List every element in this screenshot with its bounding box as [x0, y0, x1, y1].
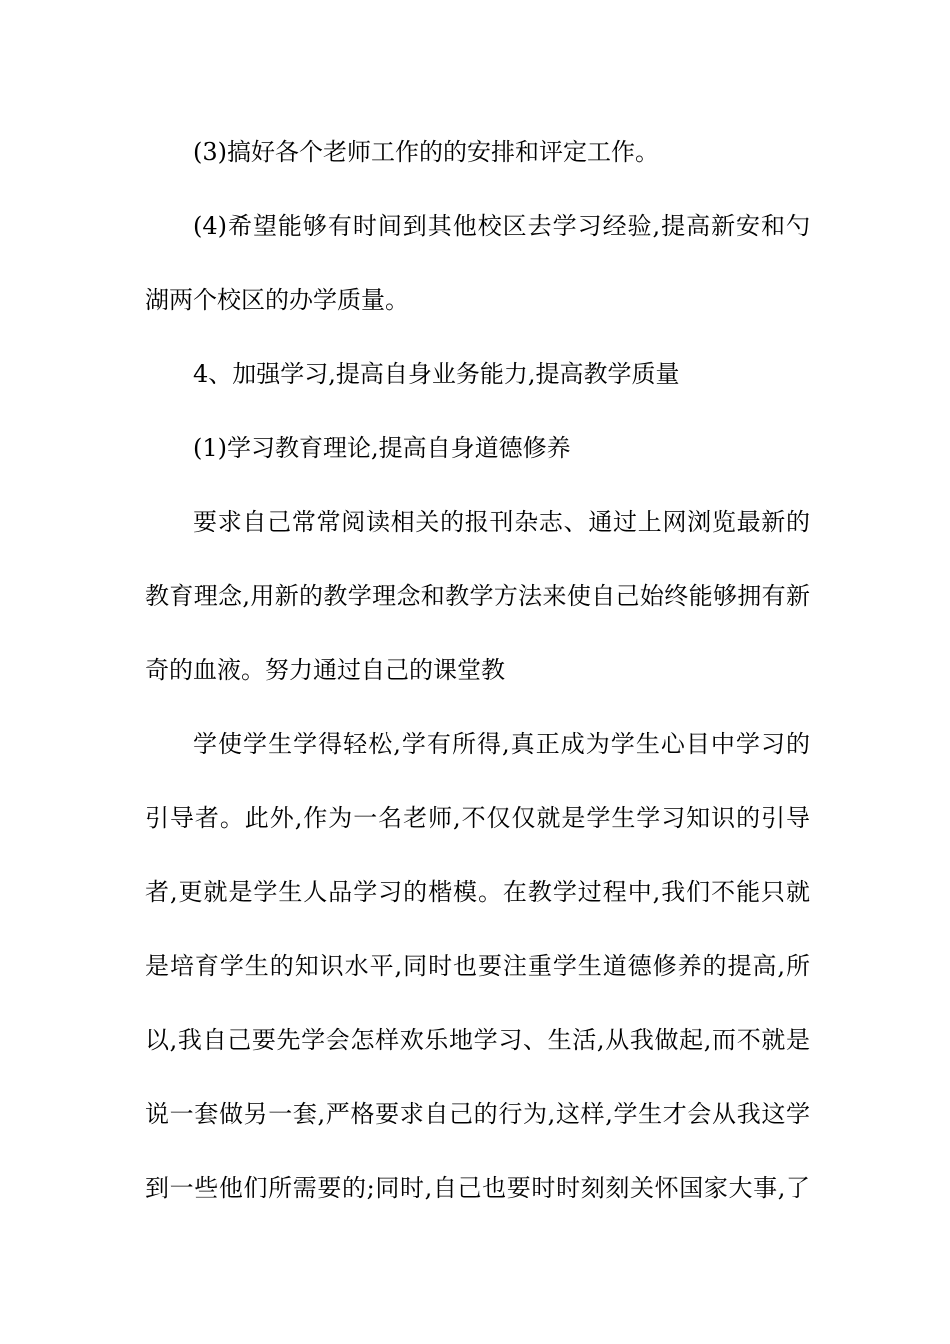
paragraph-line: 说一套做另一套,严格要求自己的行为,这样,学生才会从我这学 [145, 1100, 810, 1128]
paragraph-line: 者,更就是学生人品学习的楷模。在教学过程中,我们不能只就 [145, 878, 810, 906]
paragraph-line: 湖两个校区的办学质量。 [145, 286, 409, 314]
paragraph-line: 引导者。此外,作为一名老师,不仅仅就是学生学习知识的引导 [145, 804, 810, 832]
paragraph-line: 要求自己常常阅读相关的报刊杂志、通过上网浏览最新的 [193, 508, 810, 536]
paragraph-line: 是培育学生的知识水平,同时也要注重学生道德修养的提高,所 [145, 952, 810, 980]
paragraph-line: 教育理念,用新的教学理念和教学方法来使自己始终能够拥有新 [145, 582, 810, 610]
paragraph-line: 学使学生学得轻松,学有所得,真正成为学生心目中学习的 [193, 730, 810, 758]
paragraph-line: 奇的血液。努力通过自己的课堂教 [145, 656, 505, 684]
section-heading: 4、加强学习,提高自身业务能力,提高教学质量 [193, 360, 680, 388]
paragraph-line: 到一些他们所需要的;同时,自己也要时时刻刻关怀国家大事,了 [145, 1174, 810, 1202]
paragraph-line: 以,我自己要先学会怎样欢乐地学习、生活,从我做起,而不就是 [145, 1026, 810, 1054]
paragraph-line: (4)希望能够有时间到其他校区去学习经验,提高新安和勺 [193, 212, 810, 240]
paragraph-line: (3)搞好各个老师工作的的安排和评定工作。 [193, 138, 659, 166]
subsection-heading: (1)学习教育理论,提高自身道德修养 [193, 434, 571, 462]
